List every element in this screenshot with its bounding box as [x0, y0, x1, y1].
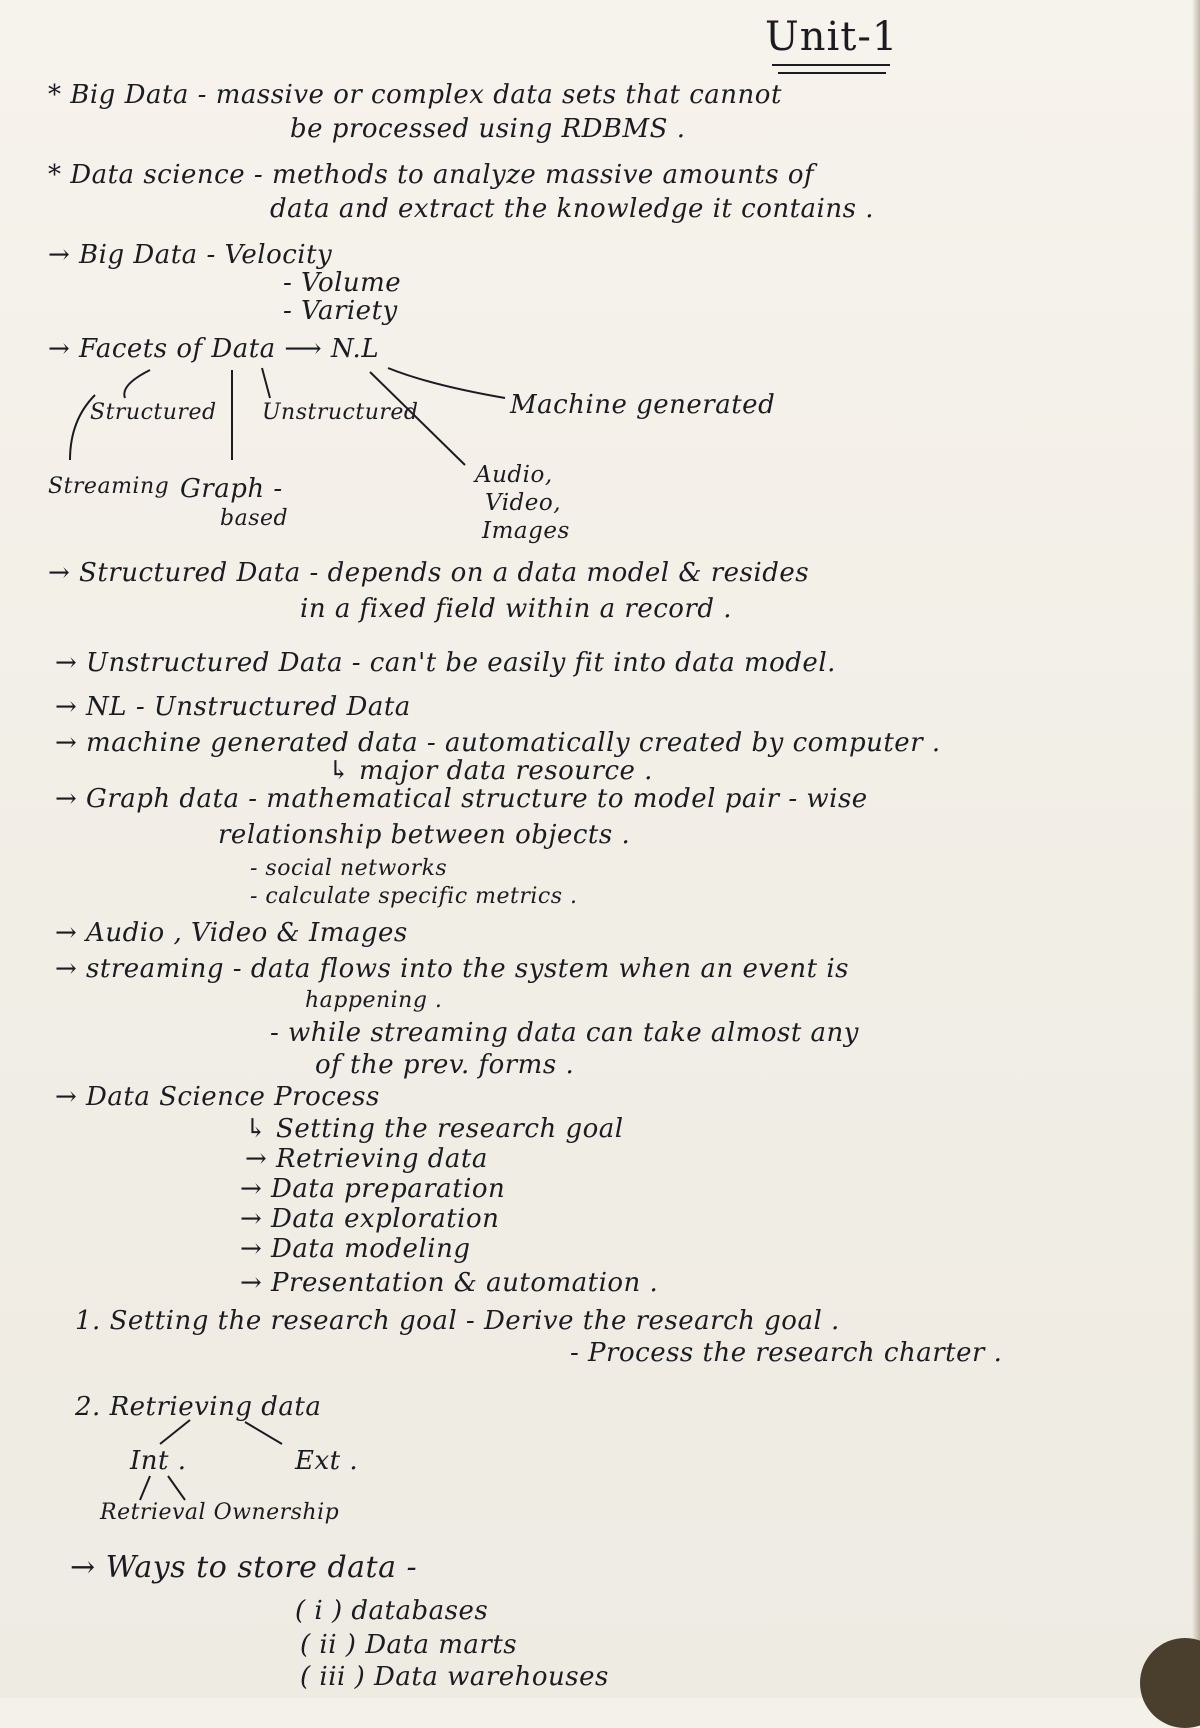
note-line: → Audio , Video & Images	[55, 918, 408, 948]
note-line: Int .	[130, 1446, 187, 1476]
note-line: → Graph data - mathematical structure to model pair - wise	[55, 784, 868, 814]
note-line: happening .	[305, 988, 443, 1013]
page-edge-shadow	[1192, 0, 1200, 1698]
facet-label: Audio,	[475, 462, 553, 488]
note-line: 2. Retrieving data	[75, 1392, 322, 1422]
note-line: - social networks	[250, 856, 448, 881]
note-line: Retrieval Ownership	[100, 1500, 340, 1525]
page-title: Unit-1	[765, 14, 899, 60]
note-line: - while streaming data can take almost any	[270, 1018, 859, 1048]
note-line: → Data Science Process	[55, 1082, 380, 1112]
facet-label: Streaming	[48, 474, 170, 499]
note-line: → machine generated data - automatically created by computer .	[55, 728, 941, 758]
facet-label: Unstructured	[262, 400, 419, 425]
note-line: * Big Data - massive or complex data sets that cannot	[48, 80, 782, 110]
note-line: → Big Data - Velocity	[48, 240, 333, 270]
storage-item: ( ii ) Data marts	[300, 1630, 518, 1660]
facet-label: Machine generated	[510, 390, 776, 420]
arrow-ret-ext	[245, 1422, 282, 1444]
process-step: → Data preparation	[240, 1174, 506, 1204]
arrow-int-ownership	[168, 1476, 185, 1500]
note-line: data and extract the knowledge it contains .	[270, 194, 874, 224]
facet-label: Structured	[90, 400, 217, 425]
storage-item: ( iii ) Data warehouses	[300, 1662, 609, 1692]
note-line: of the prev. forms .	[315, 1050, 575, 1080]
process-step: → Presentation & automation .	[240, 1268, 659, 1298]
process-step: → Retrieving data	[245, 1144, 488, 1174]
note-line: ↳ major data resource .	[328, 756, 653, 786]
note-line: → NL - Unstructured Data	[55, 692, 411, 722]
storage-item: ( i ) databases	[295, 1596, 489, 1626]
arrow-ret-int	[160, 1420, 190, 1444]
note-line: - calculate specific metrics .	[250, 884, 578, 909]
process-step: → Data exploration	[240, 1204, 500, 1234]
note-line: → Facets of Data ⟶ N.L	[48, 334, 380, 364]
arrow-to-structured	[124, 370, 150, 398]
note-line: be processed using RDBMS .	[290, 114, 686, 144]
facet-label: based	[220, 506, 289, 531]
arrow-to-unstructured	[262, 368, 270, 398]
facet-label: Video,	[485, 490, 562, 516]
facet-label: Graph -	[180, 474, 283, 504]
note-line: 1. Setting the research goal - Derive the research goal .	[75, 1306, 840, 1336]
note-line: → Ways to store data -	[70, 1550, 418, 1585]
note-line: - Variety	[283, 296, 398, 326]
note-line: * Data science - methods to analyze massive amounts of	[48, 160, 815, 190]
arrow-to-streaming	[70, 395, 95, 460]
note-line: → Structured Data - depends on a data model & resides	[48, 558, 810, 588]
arrow-to-machine	[388, 368, 505, 398]
process-step: → Data modeling	[240, 1234, 471, 1264]
note-line: relationship between objects .	[218, 820, 631, 850]
arrow-int-retrieval	[140, 1476, 150, 1500]
process-step: ↳ Setting the research goal	[245, 1114, 624, 1144]
note-line: in a fixed field within a record .	[300, 594, 733, 624]
note-line: → streaming - data flows into the system when an event is	[55, 954, 850, 984]
note-line: Ext .	[295, 1446, 359, 1476]
facet-label: Images	[482, 518, 570, 544]
note-line: → Unstructured Data - can't be easily fit into data model.	[55, 648, 836, 678]
note-line: - Volume	[283, 268, 402, 298]
note-line: - Process the research charter .	[570, 1338, 1003, 1368]
arrow-to-audio	[370, 372, 465, 465]
